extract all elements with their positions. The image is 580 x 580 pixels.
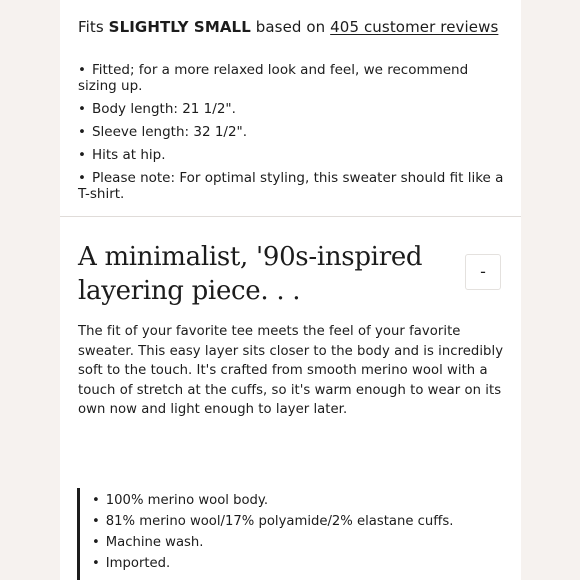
fit-detail-item: • Hits at hip. xyxy=(78,147,510,163)
materials-item: • Imported. xyxy=(92,556,453,572)
description-body: The fit of your favorite tee meets the feel of your favorite sweater. This easy layer sits closer to the body and is incredibly soft to the touch. It's crafted from smooth merino wool with a touch of stretch at the cuffs, so it's warm enough to wear on its own now and light enough to layer later. xyxy=(78,324,504,417)
description-heading: A minimalist, '90s-inspired layering piece. . . xyxy=(78,242,423,306)
fit-detail-item: • Body length: 21 1/2". xyxy=(78,101,510,117)
collapse-toggle-button[interactable]: - xyxy=(465,254,501,290)
fit-prefix: Fits xyxy=(78,18,109,36)
fit-middle: based on xyxy=(250,18,331,36)
materials-item: • 100% merino wool body. xyxy=(92,493,453,509)
customer-reviews-link[interactable]: 405 customer reviews xyxy=(330,18,499,36)
product-details-panel xyxy=(60,0,521,580)
materials-accent-bar xyxy=(77,488,80,580)
fit-details-list xyxy=(78,62,510,209)
materials-item: • 81% merino wool/17% polyamide/2% elastane cuffs. xyxy=(92,514,453,530)
fit-detail-item: • Please note: For optimal styling, this sweater should fit like a T-shirt. xyxy=(78,170,510,202)
fit-value: SLIGHTLY SMALL xyxy=(108,18,251,36)
fit-detail-item: • Fitted; for a more relaxed look and feel, we recommend sizing up. xyxy=(78,62,510,94)
section-divider xyxy=(60,216,521,217)
materials-item: • Machine wash. xyxy=(92,535,453,551)
materials-list xyxy=(92,493,453,577)
fit-summary xyxy=(78,18,498,36)
fit-detail-item: • Sleeve length: 32 1/2". xyxy=(78,124,510,140)
